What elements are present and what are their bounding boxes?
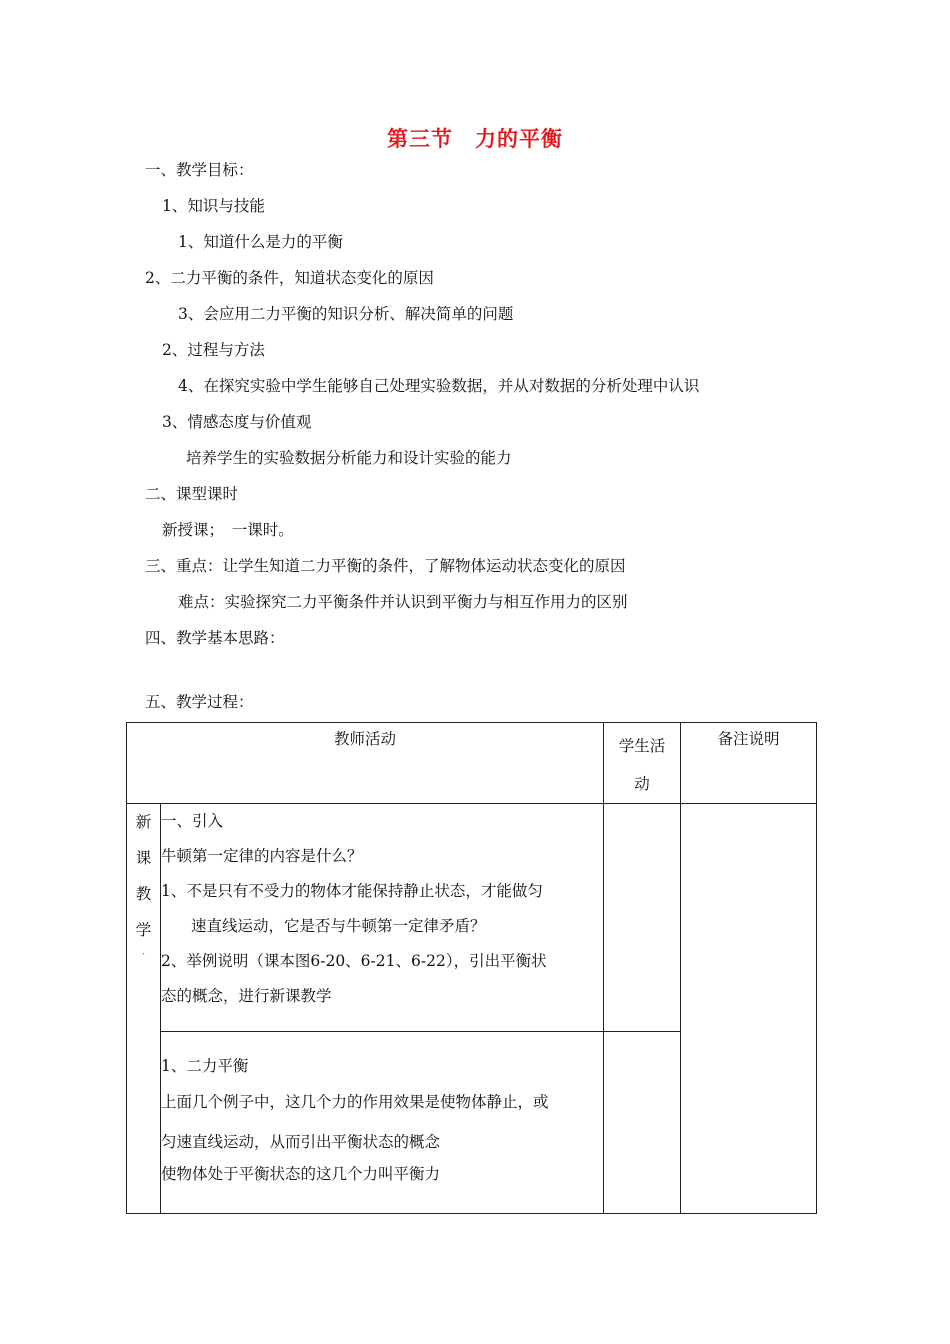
goal-process-methods: 2、过程与方法 [162,341,265,359]
goal-item-3: 3、会应用二力平衡的知识分析、解决简单的问题 [178,305,514,323]
lesson-type-value: 新授课； 一课时。 [162,521,294,539]
side-label-new-lesson: 新 课 教 学 · [127,804,161,1214]
header-student-activity: 学生活 动 [604,723,681,804]
teacher-activity-balance: 1、二力平衡 上面几个例子中，这几个力的作用效果是使物体静止，或 匀速直线运动，从而引出平衡状态的概念 使物体处于平衡状态的这几个力叫平衡力 [161,1032,604,1214]
goal-attitude-values: 3、情感态度与价值观 [162,413,312,431]
student-activity-cell [604,804,681,1032]
table-header-row [127,723,817,804]
student-activity-cell [604,1032,681,1214]
page-title: 第三节 力的平衡 [387,127,563,151]
section-basic-ideas: 四、教学基本思路： [145,629,285,647]
goal-knowledge-skills: 1、知识与技能 [162,197,265,215]
difficult-points: 难点：实验探究二力平衡条件并认识到平衡力与相互作用力的区别 [178,593,628,611]
section-teaching-process: 五、教学过程： [145,693,254,711]
notes-cell [681,804,817,1214]
section-lesson-type: 二、课型课时 [145,485,239,503]
goal-item-1: 1、知道什么是力的平衡 [178,233,343,251]
header-teacher-activity: 教师活动 [127,723,604,804]
section-teaching-goals: 一、教学目标： [145,161,254,179]
header-notes: 备注说明 [681,723,817,804]
teaching-process-table [126,722,817,1214]
goal-attitude-detail: 培养学生的实验数据分析能力和设计实验的能力 [186,449,512,467]
table-row [127,804,817,1032]
teacher-activity-intro: 一、引入 牛顿第一定律的内容是什么？ 1、不是只有不受力的物体才能保持静止状态，才能做匀 速直线运动，它是否与牛顿第一定律矛盾？ 2、举例说明（课本图6-20、6-21、6-22），引出平衡状 态的概念，进行新课教学 [161,804,604,1032]
goal-item-4: 4、在探究实验中学生能够自己处理实验数据，并从对数据的分析处理中认识 [178,377,700,395]
section-key-points: 三、重点：让学生知道二力平衡的条件，了解物体运动状态变化的原因 [145,557,626,575]
goal-item-2: 2、二力平衡的条件，知道状态变化的原因 [145,269,434,287]
